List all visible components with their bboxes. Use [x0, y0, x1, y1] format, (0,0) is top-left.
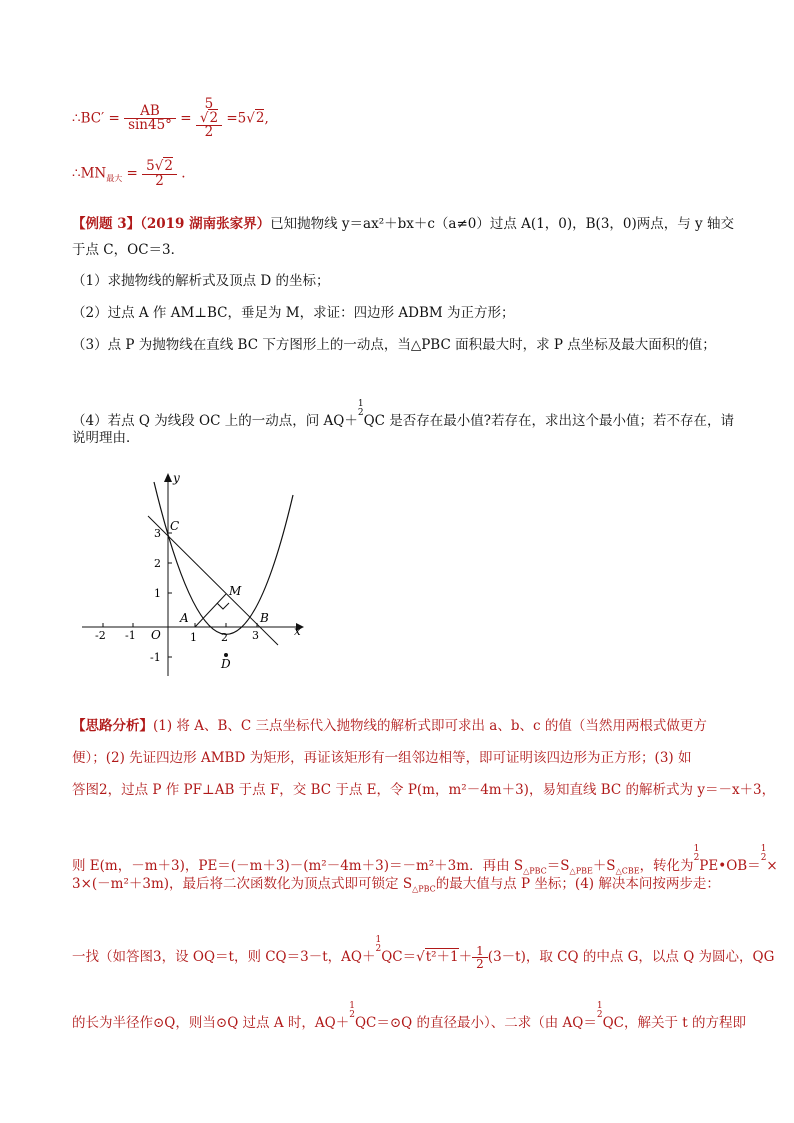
- x-tick-m1: -1: [125, 629, 136, 642]
- x-tick-m2: -2: [95, 629, 106, 642]
- question-4-cont: 说明理由．: [72, 430, 140, 446]
- parabola-curve: [154, 482, 293, 634]
- analysis-line-6: 一找（如答图3，设 OQ＝t，则 CQ＝3－t，AQ＋ 1 2 QC＝√t²＋1＋ $\frac{1}{2}$ (3－t)，取 CQ 的中点 G，以点 Q 为圆心，QG: [72, 935, 775, 971]
- bc-fraction: $\frac{AB}{\sin 45^\circ}$: [124, 105, 176, 133]
- analysis-line-2: 便）；(2) 先证四边形 AMBD 为矩形，再证该矩形有一组邻边相等，即可证明该四边形为正方形；(3) 如: [72, 750, 692, 766]
- point-m-label: M: [229, 584, 242, 598]
- question-4: （4）若点 Q 为线段 OC 上的一动点，问 AQ＋ 1 2 QC 是否存在最小值?若存在，求出这个最小值；若不存在，请: [72, 399, 734, 429]
- bc-formula: ∴BC′ = $\frac{AB}{\sin 45^\circ}$ = 5 √2 2 =5√2,: [72, 96, 269, 140]
- example-statement-2: 于点 C，OC＝3．: [72, 242, 185, 258]
- point-b-label: B: [260, 611, 269, 625]
- bc-inner-fraction: 5 √2 2: [196, 98, 222, 140]
- y-tick-m1: -1: [150, 651, 161, 664]
- segment-am: [195, 594, 226, 627]
- question-2: （2）过点 A 作 AM⊥BC，垂足为 M，求证：四边形 ADBM 为正方形；: [72, 305, 515, 321]
- analysis-line-4: 则 E(m，－m＋3)，PE＝(－m＋3)－(m²－4m＋3)＝－m²＋3m．再由 $S_{\triangle PBC}=S_{\triangle PBE}+S_{\triangle CBE}$，转化为 1 2 PE•OB＝ 1 2 ×: [72, 844, 778, 876]
- analysis-line-1: 【思路分析】(1) 将 A、B、C 三点坐标代入抛物线的解析式即可求出 a、b、c 的值（当然用两根式做更方: [72, 718, 707, 734]
- bc-prefix: ∴BC′ =: [72, 110, 120, 127]
- y-axis-arrow: [164, 473, 172, 482]
- axis-y-label: y: [173, 471, 180, 485]
- example-statement-1: 【例题 3】（2019 湖南张家界）已知抛物线 y＝ax²＋bx＋c（a≠0）过点 A(1，0)，B(3，0)两点，与 y 轴交: [72, 216, 734, 232]
- mn-formula: $\therefore MN_{最大}$ = $\frac{5√2}{2}$ .: [72, 158, 186, 189]
- right-angle-mark: [217, 603, 229, 609]
- axis-x-label: x: [294, 624, 301, 638]
- analysis-line-3: 答图2，过点 P 作 PF⊥AB 于点 F，交 BC 于点 E，令 P(m，m²－4m＋3)，易知直线 BC 的解析式为 y＝－x＋3，: [72, 782, 776, 798]
- x-tick-1: 1: [190, 631, 197, 644]
- analysis-line-7: 的长为半径作⊙Q，则当⊙Q 过点 A 时，AQ＋ 1 2 QC＝⊙Q 的直径最小）、二求（由 AQ＝ 1 2 QC，解关于 t 的方程即: [72, 1001, 747, 1031]
- y-tick-2: 2: [154, 557, 161, 570]
- y-tick-1: 1: [154, 587, 161, 600]
- analysis-line-5: 3×(－m²＋3m)，最后将二次函数化为顶点式即可锁定 $S_{\triangle PBC}$的最大值与点 P 坐标；(4) 解决本问按两步走：: [72, 876, 720, 894]
- question-3: （3）点 P 为抛物线在直线 BC 下方图形上的一动点，当△PBC 面积最大时，求 P 点坐标及最大面积的值；: [72, 337, 716, 353]
- x-tick-2: 2: [221, 631, 228, 644]
- parabola-graph: [78, 470, 308, 680]
- mn-fraction: $\frac{5√2}{2}$: [142, 160, 177, 188]
- x-tick-3: 3: [252, 629, 259, 642]
- point-c-label: C: [170, 519, 180, 533]
- question-1: （1）求抛物线的解析式及顶点 D 的坐标；: [72, 273, 330, 289]
- point-d-label: D: [221, 657, 231, 671]
- y-tick-3: 3: [154, 527, 161, 540]
- origin-label: O: [151, 628, 161, 642]
- point-a-label: A: [180, 611, 189, 625]
